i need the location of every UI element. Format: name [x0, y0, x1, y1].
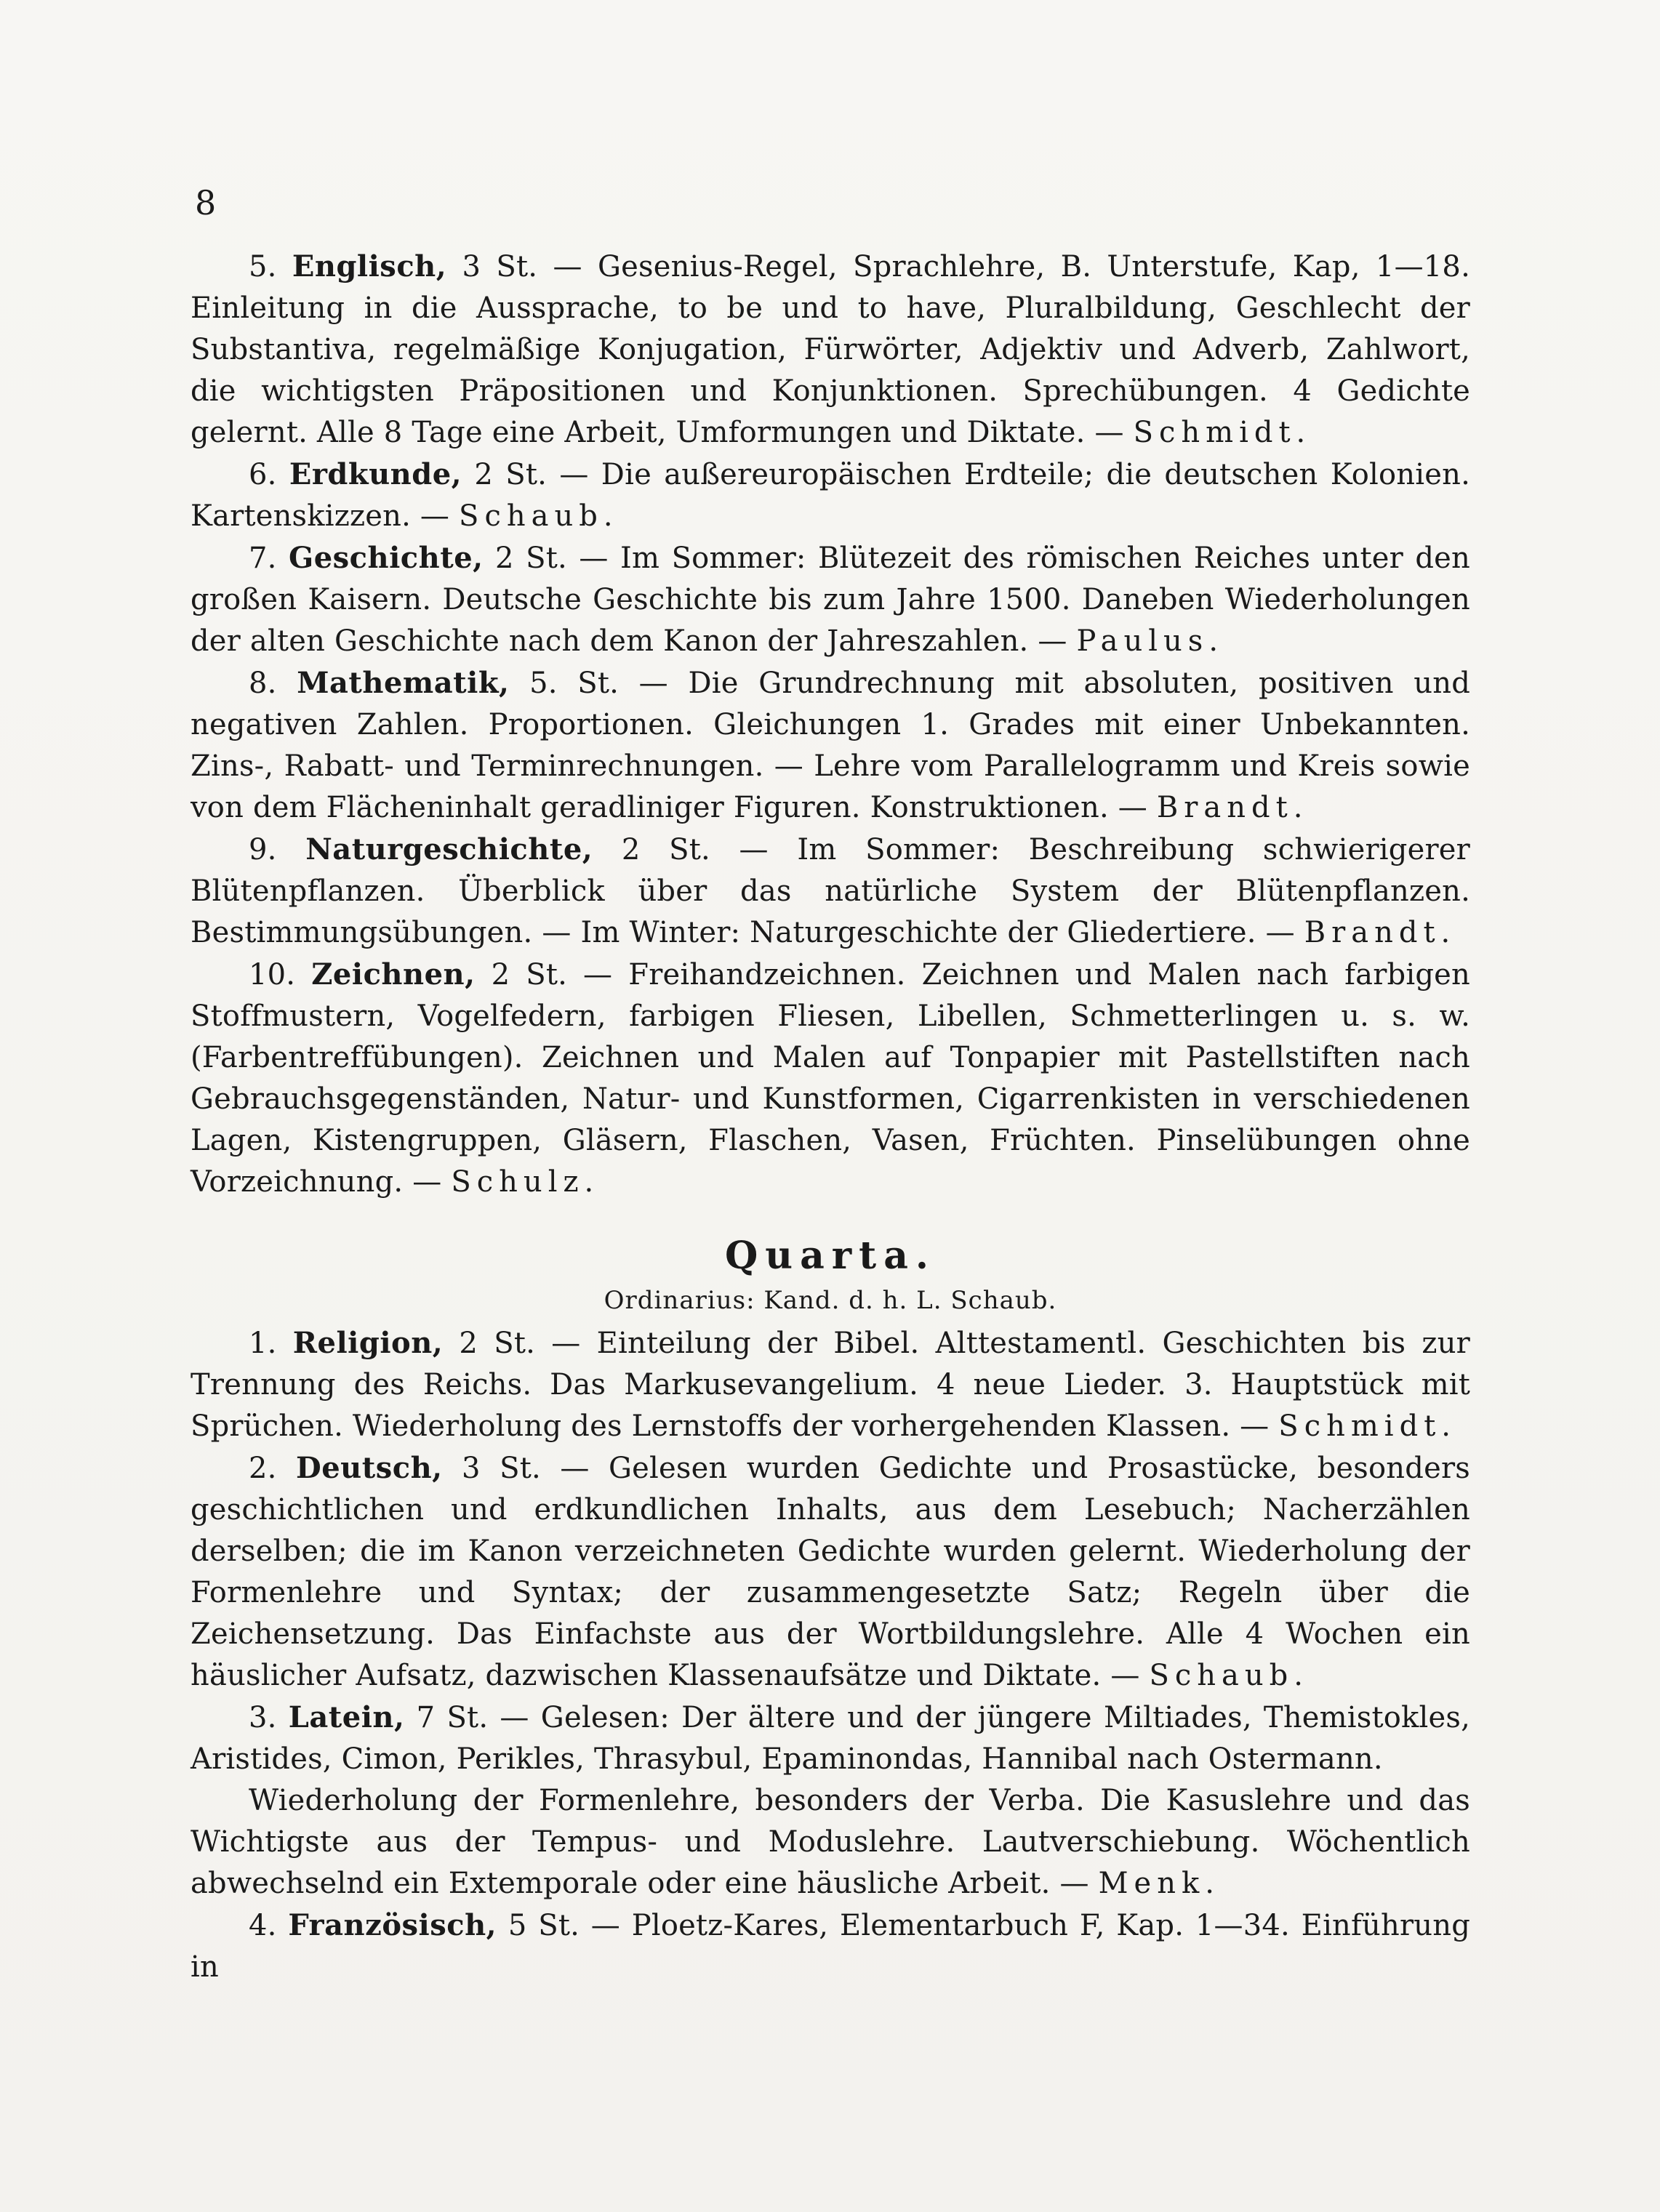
section-teacher: Schulz.: [451, 1165, 600, 1199]
section-number: 8.: [249, 667, 277, 700]
section-number: 4.: [249, 1909, 277, 1942]
section-teacher: Brandt.: [1156, 791, 1309, 824]
section-subject: Französisch,: [288, 1908, 497, 1942]
section-number: 2.: [249, 1452, 277, 1485]
section-number: 10.: [249, 958, 296, 992]
section-number: 7.: [249, 542, 277, 575]
section-englisch: [191, 246, 1470, 454]
section-subject: Englisch,: [292, 249, 447, 283]
section-latein: [191, 1697, 1470, 1780]
section-number: 5.: [249, 250, 277, 283]
section-text: 3 St. — Gesenius-Regel, Sprachlehre, B. Unterstufe, Kap, 1—18. Einleitung in die Aussprache, to be und to have, Pluralbildung, Geschlecht der Substantiva, regelmäßige Konjugation, Fürwörter, Adjektiv und Adverb, Zahlwort, die wichtigsten Präpositionen und Konjunktionen. Sprechübungen. 4 Gedichte gelernt. Alle 8 Tage eine Arbeit, Umformungen und Diktate. —: [191, 250, 1470, 449]
section-number: 9.: [249, 833, 277, 866]
ordinarius-line: Ordinarius: Kand. d. h. L. Schaub.: [604, 1286, 1057, 1315]
section-franzoesisch: [191, 1905, 1470, 1988]
page-number: 8: [195, 183, 217, 222]
section-text: 2 St. — Freihandzeichnen. Zeichnen und Malen nach farbigen Stoffmustern, Vogelfedern, farbigen Fliesen, Libellen, Schmetterlingen u. s. w. (Farbentreffübungen). Zeichnen und Malen auf Tonpapier mit Pastellstiften nach Gebrauchsgegenständen, Natur- und Kunstformen, Cigarrenkisten in verschiedenen Lagen, Kistengruppen, Gläsern, Flaschen, Vasen, Früchten. Pinselübungen ohne Vorzeichnung. —: [191, 958, 1470, 1199]
section-religion: [191, 1322, 1470, 1447]
section-teacher: Brandt.: [1304, 916, 1456, 949]
section-text: 2 St. — Die außereuropäischen Erdteile; die deutschen Kolonien. Kartenskizzen. —: [191, 458, 1470, 533]
section-number: 1.: [249, 1327, 277, 1360]
section-text: 5. St. — Die Grundrechnung mit absoluten, positiven und negativen Zahlen. Proportionen. Gleichungen 1. Grades mit einer Unbekannten. Zins-, Rabatt- und Terminrechnungen. — Lehre vom Parallelogramm und Kreis sowie von dem Flächeninhalt geradliniger Figuren. Konstruktionen. —: [191, 667, 1471, 824]
class-heading: Quarta.: [724, 1234, 936, 1278]
section-subject: Latein,: [288, 1700, 405, 1734]
section-subject: Erdkunde,: [289, 457, 462, 491]
section-teacher: Menk.: [1098, 1867, 1220, 1900]
section-text: 2 St. — Im Sommer: Beschreibung schwierigerer Blütenpflanzen. Überblick über das natürliche System der Blütenpflanzen. Bestimmungsübungen. — Im Winter: Naturgeschichte der Gliedertiere. —: [191, 833, 1470, 949]
section-teacher: Paulus.: [1076, 624, 1224, 658]
section-teacher: Schaub.: [1149, 1659, 1309, 1692]
section-erdkunde: [191, 454, 1470, 537]
section-subject: Naturgeschichte,: [305, 832, 593, 866]
section-subject: Mathematik,: [297, 666, 510, 700]
section-zeichnen: [191, 954, 1470, 1203]
section-mathematik: [191, 662, 1470, 829]
section-number: 6.: [249, 458, 277, 491]
page-content: [191, 246, 1470, 1988]
section-text: 2 St. — Einteilung der Bibel. Alttestamentl. Geschichten bis zur Trennung des Reichs. Das Markusevangelium. 4 neue Lieder. 3. Hauptstück mit Sprüchen. Wiederholung des Lernstoffs der vorhergehenden Klassen. —: [191, 1327, 1470, 1443]
section-teacher: Schmidt.: [1278, 1409, 1456, 1443]
section-teacher: Schmidt.: [1133, 416, 1312, 449]
section-deutsch: [191, 1447, 1470, 1697]
section-text: 2 St. — Im Sommer: Blütezeit des römischen Reiches unter den großen Kaisern. Deutsche Geschichte bis zum Jahre 1500. Daneben Wiederholungen der alten Geschichte nach dem Kanon der Jahreszahlen. —: [191, 542, 1470, 658]
section-text: 3 St. — Gelesen wurden Gedichte und Prosastücke, besonders geschichtlichen und erdkundlichen Inhalts, aus dem Lesebuch; Nacherzählen derselben; die im Kanon verzeichneten Gedichte wurden gelernt. Wiederholung der Formenlehre und Syntax; der zusammengesetzte Satz; Regeln über die Zeichensetzung. Das Einfachste aus der Wortbildungslehre. Alle 4 Wochen ein häuslicher Aufsatz, dazwischen Klassenaufsätze und Diktate. —: [191, 1452, 1470, 1692]
section-text: Wiederholung der Formenlehre, besonders der Verba. Die Kasuslehre und das Wichtigste aus der Tempus- und Moduslehre. Lautverschiebung. Wöchentlich abwechselnd ein Extemporale oder eine häusliche Arbeit. —: [191, 1784, 1470, 1900]
section-latein-continued: [191, 1780, 1470, 1905]
section-teacher: Schaub.: [459, 499, 619, 533]
section-subject: Zeichnen,: [311, 957, 476, 992]
section-subject: Religion,: [292, 1326, 444, 1360]
section-subject: Deutsch,: [296, 1451, 443, 1485]
section-number: 3.: [249, 1701, 277, 1734]
section-text: 7 St. — Gelesen: Der ältere und der jüngere Miltiades, Themistokles, Aristides, Cimon, Perikles, Thrasybul, Epaminondas, Hannibal nach Ostermann.: [191, 1701, 1470, 1776]
section-geschichte: [191, 537, 1470, 662]
section-subject: Geschichte,: [289, 541, 484, 575]
section-naturgeschichte: [191, 829, 1470, 954]
section-text: 5 St. — Ploetz-Kares, Elementarbuch F, Kap. 1—34. Einführung in: [191, 1909, 1470, 1984]
